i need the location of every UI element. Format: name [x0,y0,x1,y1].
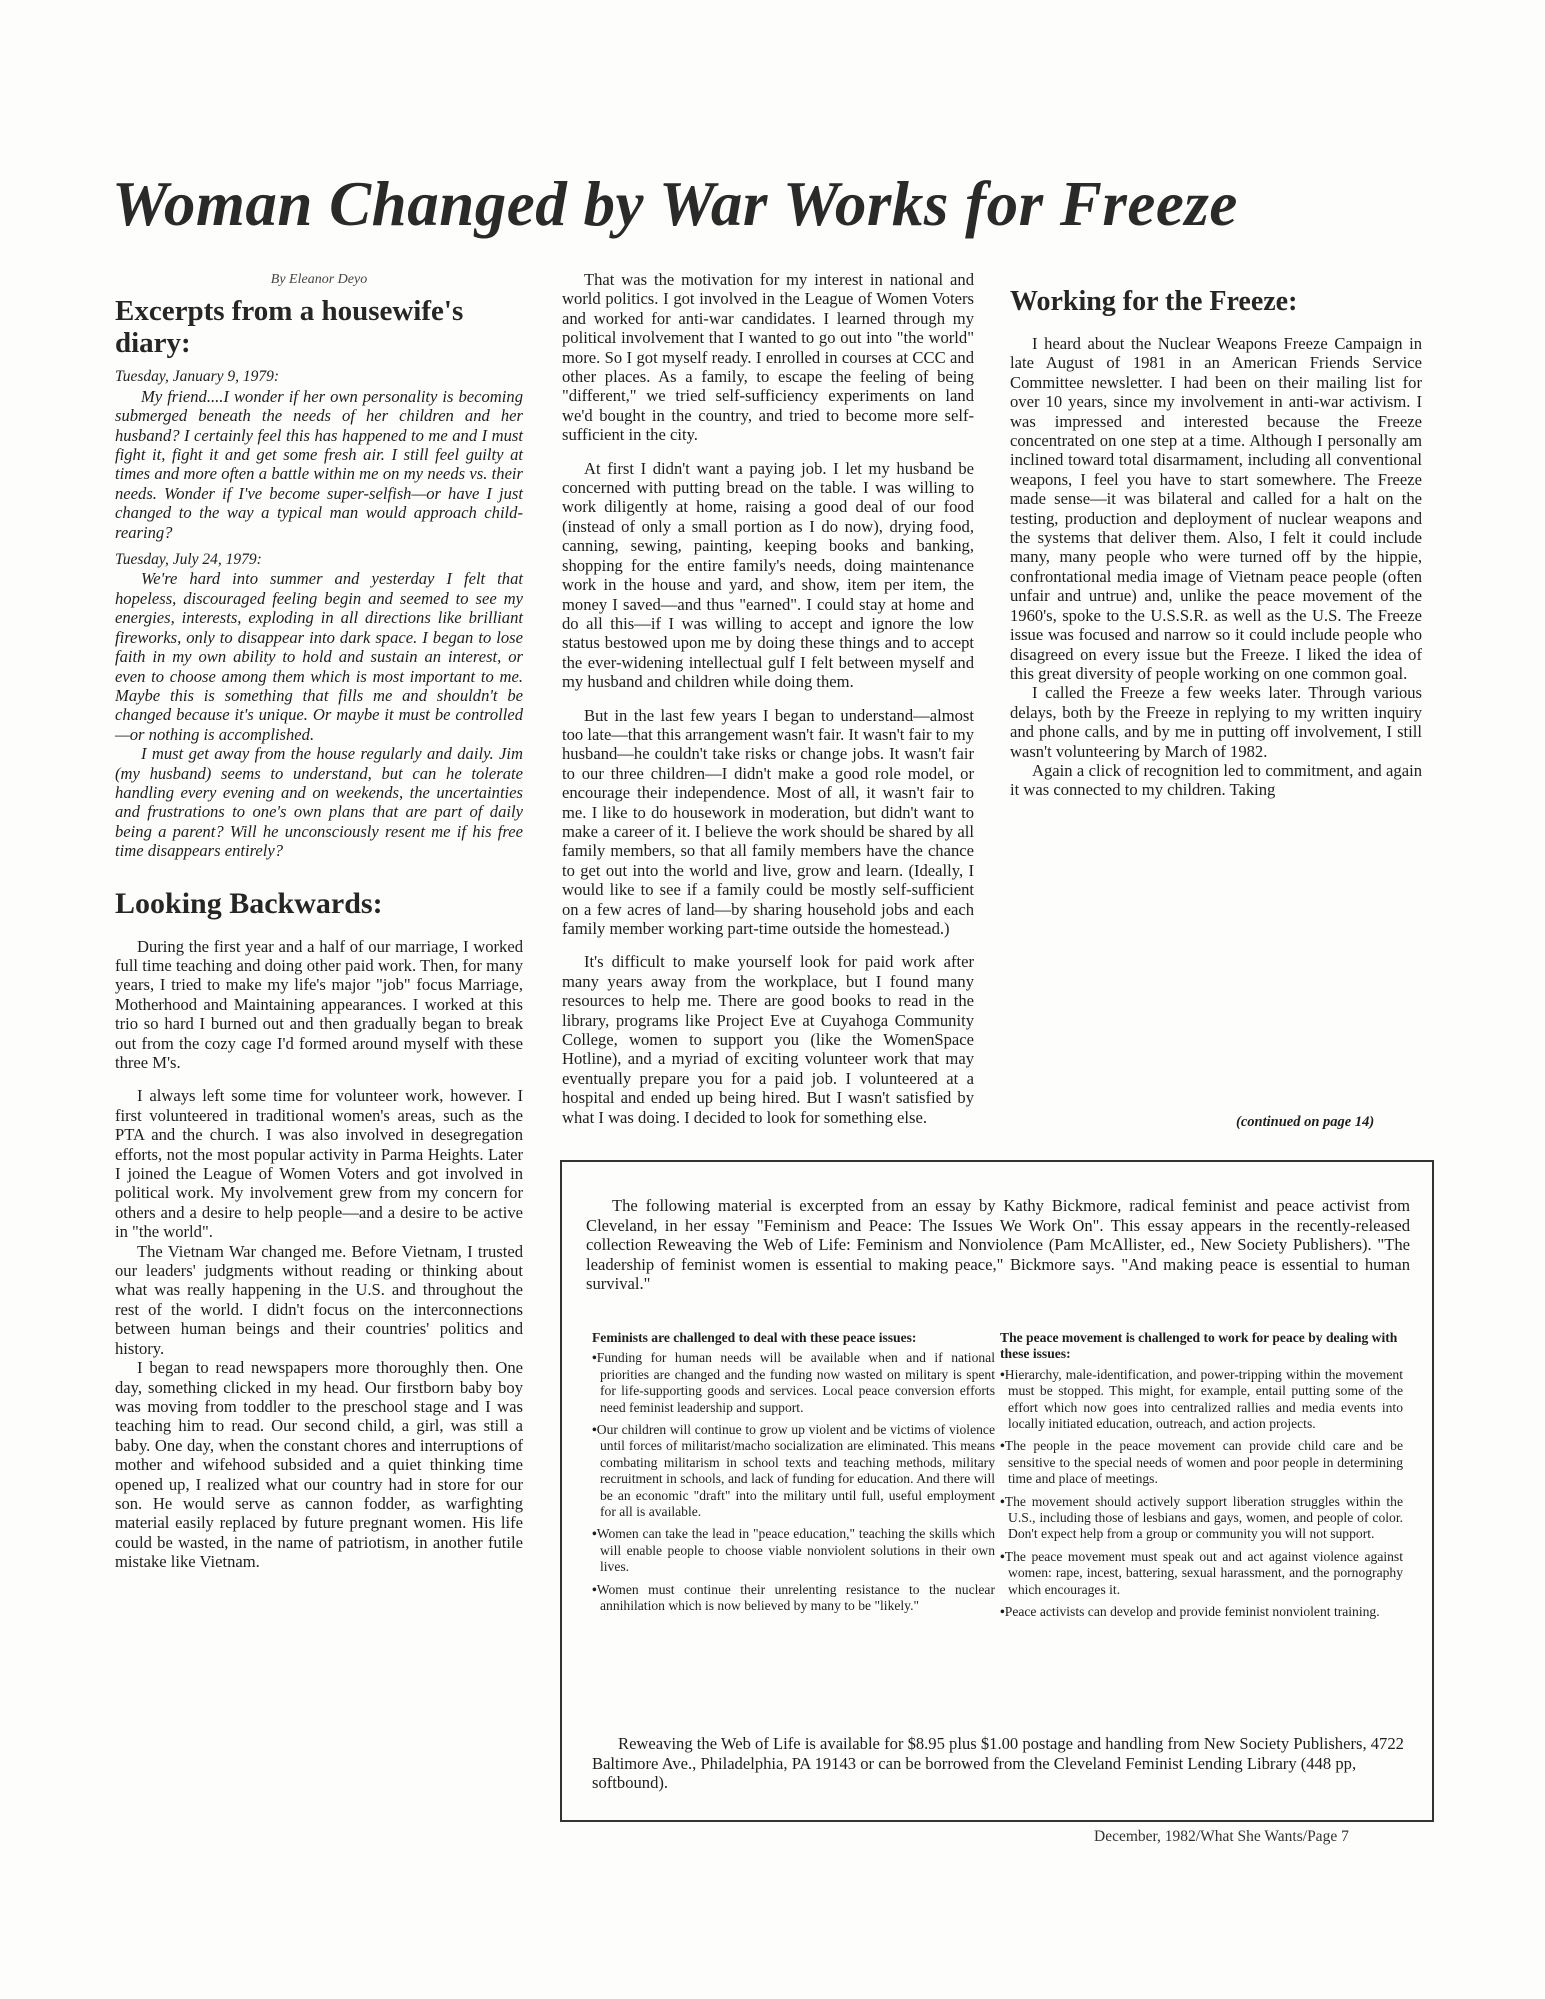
sidebar-box [560,1160,1434,1822]
feminist-issues-column [592,1330,995,1621]
bullet-icon: • [592,1350,597,1366]
peace-movement-issues-column [1000,1330,1403,1627]
feminist-issues-heading: Feminists are challenged to deal with these peace issues: [592,1330,917,1345]
body-paragraph: Again a click of recognition led to commitment, and again it was connected to my children. Taking [1010,760,1422,800]
continued-note: (continued on page 14) [1236,1114,1375,1130]
body-paragraph: I called the Freeze a few weeks later. Through various delays, both by the Freeze in replying to my written inquiry and phone calls, and by me in putting off involvement, I still wasn't volunteering by March of 1982. [1010,683,1422,761]
looking-backwards-heading: Looking Backwards: [115,886,383,920]
column-3 [1010,270,1422,800]
bullet-icon: • [1000,1366,1005,1382]
body-paragraph: I heard about the Nuclear Weapons Freeze Campaign in late August of 1981 in an American Friends Service Committee newsletter. I had been on their mailing list for over 10 years, since my involvement in anti-war activism. I was impressed and interested because the Freeze concentrated on one step at a time. Although I personally am inclined toward total disarmament, including all conventional weapons, I feel you have to start somewhere. The Freeze made sense—it was bilateral and called for a halt on the testing, production and deployment of nuclear weapons and the systems that deliver them. Also, I felt it could include many, many people who were turned off by the hippie, confrontational media image of Vietnam peace people (often unfair and untrue) and, unlike the peace movement of the 1960's, spoke to the U.S.S.R. as well as the U.S. The Freeze issue was focused and narrow so it could include people who disagreed on every issue but the Freeze. I liked the idea of this great diversity of people working on one common goal. [1010,334,1422,683]
bullet-icon: • [1000,1604,1005,1620]
bullet-icon: • [592,1581,597,1597]
body-paragraph: I began to read newspapers more thoroughly then. One day, something clicked in my head. Our firstborn baby boy was moving from toddler to the preschool stage and I was teaching him to read. Our second child, a girl, was still a baby. One day, when the constant chores and interruptions of mother and wifehood subsided and a quiet thinking time opened up, I realized what our country had in store for our son. He would serve as cannon fodder, as warfighting material easily replaced by future pregnant women. His life could be wasted, in the name of patriotism, in another futile mistake like Vietnam. [115,1358,523,1572]
diary-heading: Excerpts from a housewife's diary: [115,295,464,360]
issue-item [1000,1549,1403,1598]
bullet-icon: • [1000,1438,1005,1454]
body-paragraph: During the first year and a half of our marriage, I worked full time teaching and doing other paid work. Then, for many years, I tried to make my life's major "job" focus Marriage, Motherhood and Maintaining appearances. I worked at this trio so hard I burned out and then gradually began to break out from the cozy cage I'd formed around myself with these three M's. [115,936,523,1072]
freeze-heading: Working for the Freeze: [1010,286,1298,317]
issue-item [1000,1604,1403,1620]
issue-text: Our children will continue to grow up violent and be victims of violence until forces of militarist/macho socialization are eliminated. This means combating militarism in school texts and teaching methods, military recruitment in schools, and lack of funding for education. And there will be an economic "draft" into the military until full, useful employment for all is available. [596,1422,995,1520]
issue-text: The movement should actively support liberation struggles within the U.S., including those of lesbians and gays, women, and people of color. Don't expect help from a group or community you will not support. [1004,1493,1403,1542]
bullet-icon: • [1000,1493,1005,1509]
bullet-icon: • [1000,1548,1005,1564]
issue-item [1000,1438,1403,1487]
body-paragraph: I always left some time for volunteer work, however. I first volunteered in traditional women's areas, such as the PTA and the church. I was also involved in desegregation efforts, not the most popular activity in Parma Heights. Later I joined the League of Women Voters and got involved in political work. My involvement grew from my concern for others and a desire to help people—and a desire to be active in "the world". [115,1086,523,1242]
issue-text: Peace activists can develop and provide feminist nonviolent training. [1004,1604,1380,1620]
bullet-icon: • [592,1526,597,1542]
issue-text: Funding for human needs will be available when and if national priorities are changed and the funding now wasted on military is spent for life-supporting goods and services. Local peace conversion efforts need feminist leadership and support. [596,1350,995,1415]
body-paragraph: But in the last few years I began to understand—almost too late—that this arrangement wasn't fair. It wasn't fair to my husband—he couldn't take risks or change jobs. It wasn't fair to our three children—I didn't make a good role model, or encourage their independence. Most of all, it wasn't fair to me. I like to do housework in moderation, but didn't want to make a career of it. I believe the work should be shared by all family members, so that all family members have the chance to get out into the world and live, grow and learn. (Ideally, I would like to see if a family could be mostly self-sufficient on a few acres of land—by sharing household jobs and each family member working part-time outside the homestead.) [562,705,974,938]
column-2 [562,270,974,1127]
book-availability: Reweaving the Web of Life is available for $8.95 plus $1.00 postage and handling from New Society Publishers, 4722 Baltimore Ave., Philadelphia, PA 19143 or can be borrowed from the Cleveland Feminist Lending Library (448 pp, softbound). [592,1734,1404,1792]
diary-date: Tuesday, July 24, 1979: [115,551,262,569]
diary-paragraph: We're hard into summer and yesterday I felt that hopeless, discouraged feeling begin and seemed to see my energies, interests, exploding in all directions like brilliant fireworks, only to disappear into dark space. I began to lose faith in my own ability to hold and sustain an interest, or even to choose among them which is most important to me. Maybe this is something that fills me and shouldn't be changed because it's unique. Or maybe it must be controlled—or nothing is accomplished. [115,569,523,744]
issue-item [592,1422,995,1520]
issue-item [1000,1494,1403,1543]
diary-paragraph: My friend....I wonder if her own personality is becoming submerged beneath the needs of her children and her husband? I certainly feel this has happened to me and I must fight it, fight it and get some fresh air. I still feel guilty at times and more often a battle within me on my needs vs. their needs. Wonder if I've become super-selfish—or have I just changed to the way a typical man would approach child-rearing? [115,386,523,542]
issue-text: Hierarchy, male-identification, and power-tripping within the movement must be stopped. This might, for example, entail putting some of the effort which now goes into centralized rallies and media events into locally initiated education, outreach, and action projects. [1004,1366,1403,1432]
column-1 [115,270,523,1572]
diary-paragraph: I must get away from the house regularly and daily. Jim (my husband) seems to understand, but can he tolerate handling every evening and on weekends, the uncertainties and frustrations to one's own plans that are part of daily being a parent? Will he unconsciously resent me if his free time disappears entirely? [115,744,523,861]
diary-date: Tuesday, January 9, 1979: [115,368,280,386]
issue-text: The peace movement must speak out and act against violence against women: rape, incest, battering, sexual harassment, and the pornography which encourages it. [1004,1548,1403,1597]
issue-text: Women can take the lead in "peace education," teaching the skills which will enable people to choose viable nonviolent solutions in their own lives. [596,1526,995,1575]
issue-item [592,1526,995,1575]
issue-item [1000,1367,1403,1433]
bullet-icon: • [592,1422,597,1438]
body-paragraph: At first I didn't want a paying job. I let my husband be concerned with putting bread on the table. I was willing to work diligently at home, raising a good deal of our food (instead of only a small portion as I do now), drying food, canning, sewing, painting, keeping books and banking, shopping for the entire family's needs, doing maintenance work in the house and yard, and show, item per item, the money I saved—and thus "earned". I could stay at home and do all this—if I was willing to accept and ignore the low status bestowed upon me by doing these things and to accept the ever-widening intellectual gulf I felt between myself and my husband and children while doing them. [562,458,974,692]
body-paragraph: The Vietnam War changed me. Before Vietnam, I trusted our leaders' judgments without reading or thinking about what was really happening in the U.S. and throughout the rest of the world. I didn't focus on the interconnections between human beings and their countries' politics and history. [115,1241,523,1358]
sidebar-intro: The following material is excerpted from an essay by Kathy Bickmore, radical feminist and peace activist from Cleveland, in her essay "Feminism and Peace: The Issues We Work On". This essay appears in the recently-released collection Reweaving the Web of Life: Feminism and Nonviolence (Pam McAllister, ed., New Society Publishers). "The leadership of feminist women is essential to making peace," Bickmore says. "And making peace is essential to human survival." [586,1196,1410,1293]
article-title: Woman Changed by War Works for Freeze [112,169,1238,239]
body-paragraph: It's difficult to make yourself look for paid work after many years away from the workplace, but I found many resources to help me. There are good books to read in the library, programs like Project Eve at Cuyahoga Community College, women to support you (like the WomenSpace Hotline), and a myriad of exciting volunteer work that may eventually prepare you for a paid job. I volunteered at a hospital and ended up being hired. But I wasn't satisfied by what I was doing. I decided to look for something else. [562,952,974,1127]
issue-text: Women must continue their unrelenting resistance to the nuclear annihilation which is now believed by many to be "likely." [596,1581,995,1614]
issue-text: The people in the peace movement can provide child care and be sensitive to the special needs of women and poor people in determining time and place of meetings. [1004,1438,1403,1487]
body-paragraph: That was the motivation for my interest in national and world politics. I got involved in the League of Women Voters and worked for anti-war candidates. I learned through my political involvement that I wanted to go out into "the world" more. So I got myself ready. I enrolled in courses at CCC and other places. As a family, to escape the feeling of being "different," we tried self-sufficiency experiments on land we'd bought in the country, and tried to become more self-sufficient in the city. [562,270,974,445]
issue-item [592,1582,995,1615]
byline: By Eleanor Deyo [270,272,368,287]
peace-movement-issues-heading: The peace movement is challenged to work for peace by dealing with these issues: [1000,1330,1398,1362]
issue-item [592,1350,995,1416]
page-footer: December, 1982/What She Wants/Page 7 [1094,1828,1349,1845]
